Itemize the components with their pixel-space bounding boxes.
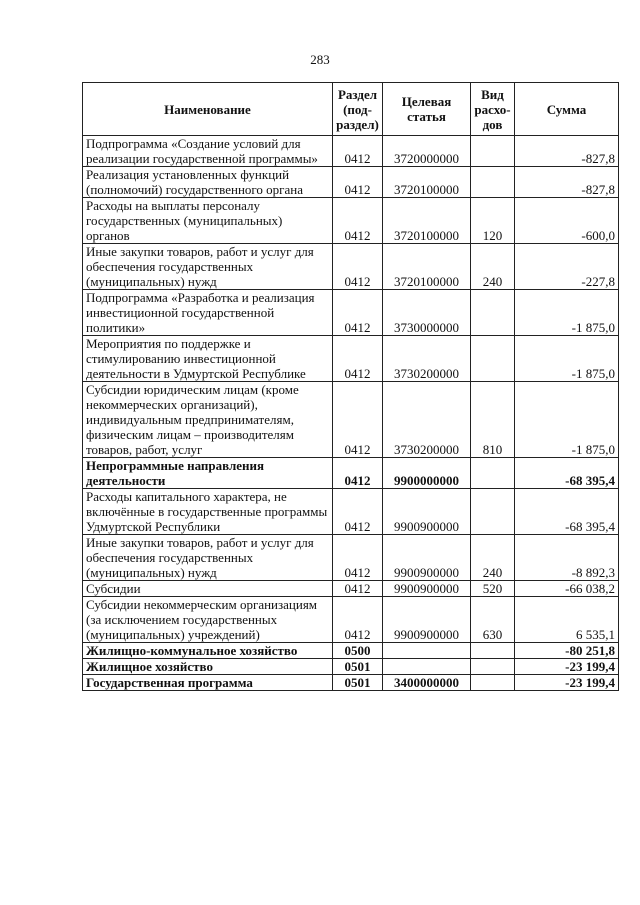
table-row — [83, 659, 619, 675]
row-type — [471, 167, 515, 198]
header-type: Вид расхо-дов — [471, 83, 515, 136]
row-type — [471, 290, 515, 336]
budget-table — [82, 82, 619, 691]
row-sum: -23 199,4 — [515, 659, 619, 675]
table-row — [83, 382, 619, 458]
row-section: 0412 — [333, 458, 383, 489]
row-section: 0412 — [333, 136, 383, 167]
header-section: Раздел (под-раздел) — [333, 83, 383, 136]
row-sum: -827,8 — [515, 167, 619, 198]
row-section: 0412 — [333, 382, 383, 458]
row-target — [383, 643, 471, 659]
row-type: 240 — [471, 535, 515, 581]
row-name: Расходы на выплаты персоналу государственных (муниципальных) органов — [83, 198, 333, 244]
row-name: Расходы капитального характера, не включённые в государственные программы Удмуртской Республики — [83, 489, 333, 535]
row-name: Реализация установленных функций (полномочий) государственного органа — [83, 167, 333, 198]
row-sum: -1 875,0 — [515, 290, 619, 336]
row-sum: -600,0 — [515, 198, 619, 244]
row-sum: 6 535,1 — [515, 597, 619, 643]
table-row — [83, 198, 619, 244]
row-name: Жилищное хозяйство — [83, 659, 333, 675]
row-type: 810 — [471, 382, 515, 458]
row-section: 0501 — [333, 675, 383, 691]
header-sum: Сумма — [515, 83, 619, 136]
row-type — [471, 489, 515, 535]
row-sum: -68 395,4 — [515, 489, 619, 535]
row-section: 0501 — [333, 659, 383, 675]
row-section: 0412 — [333, 290, 383, 336]
row-name: Подпрограмма «Создание условий для реализации государственной программы» — [83, 136, 333, 167]
header-target: Целевая статья — [383, 83, 471, 136]
table-row — [83, 136, 619, 167]
row-target — [383, 659, 471, 675]
row-type: 630 — [471, 597, 515, 643]
row-target: 3720100000 — [383, 167, 471, 198]
row-target: 9900000000 — [383, 458, 471, 489]
row-section: 0412 — [333, 198, 383, 244]
row-type — [471, 675, 515, 691]
table-row — [83, 336, 619, 382]
row-target: 3730200000 — [383, 336, 471, 382]
row-section: 0412 — [333, 597, 383, 643]
row-sum: -227,8 — [515, 244, 619, 290]
table-row — [83, 458, 619, 489]
table-row — [83, 597, 619, 643]
row-type — [471, 458, 515, 489]
row-type — [471, 136, 515, 167]
row-name: Иные закупки товаров, работ и услуг для обеспечения государственных (муниципальных) нужд — [83, 244, 333, 290]
row-name: Иные закупки товаров, работ и услуг для обеспечения государственных (муниципальных) нужд — [83, 535, 333, 581]
row-section: 0412 — [333, 535, 383, 581]
row-target: 9900900000 — [383, 489, 471, 535]
row-type: 240 — [471, 244, 515, 290]
row-target: 3730000000 — [383, 290, 471, 336]
row-sum: -1 875,0 — [515, 336, 619, 382]
row-name: Субсидии — [83, 581, 333, 597]
row-type: 120 — [471, 198, 515, 244]
row-sum: -80 251,8 — [515, 643, 619, 659]
row-name: Мероприятия по поддержке и стимулированию инвестиционной деятельности в Удмуртской Республике — [83, 336, 333, 382]
row-target: 3720000000 — [383, 136, 471, 167]
table-row — [83, 489, 619, 535]
row-target: 3720100000 — [383, 244, 471, 290]
row-section: 0412 — [333, 167, 383, 198]
table-row — [83, 167, 619, 198]
table-row — [83, 290, 619, 336]
row-name: Субсидии юридическим лицам (кроме некоммерческих организаций), индивидуальным предпринимателям, физическим лицам – производителям товаров, работ, услуг — [83, 382, 333, 458]
row-target: 9900900000 — [383, 535, 471, 581]
row-sum: -66 038,2 — [515, 581, 619, 597]
table-row — [83, 581, 619, 597]
table-row — [83, 244, 619, 290]
row-type — [471, 659, 515, 675]
row-sum: -8 892,3 — [515, 535, 619, 581]
row-section: 0412 — [333, 336, 383, 382]
row-sum: -827,8 — [515, 136, 619, 167]
row-section: 0412 — [333, 489, 383, 535]
row-sum: -1 875,0 — [515, 382, 619, 458]
row-name: Жилищно-коммунальное хозяйство — [83, 643, 333, 659]
row-name: Подпрограмма «Разработка и реализация инвестиционной государственной политики» — [83, 290, 333, 336]
row-type: 520 — [471, 581, 515, 597]
row-section: 0412 — [333, 581, 383, 597]
row-name: Субсидии некоммерческим организациям (за исключением государственных (муниципальных) учреждений) — [83, 597, 333, 643]
table-header-row — [83, 83, 619, 136]
row-target: 3400000000 — [383, 675, 471, 691]
row-sum: -23 199,4 — [515, 675, 619, 691]
row-sum: -68 395,4 — [515, 458, 619, 489]
table-row — [83, 643, 619, 659]
row-target: 9900900000 — [383, 597, 471, 643]
row-name: Непрограммные направления деятельности — [83, 458, 333, 489]
row-target: 9900900000 — [383, 581, 471, 597]
row-target: 3720100000 — [383, 198, 471, 244]
page-number: 283 — [310, 52, 330, 67]
row-section: 0500 — [333, 643, 383, 659]
header-name: Наименование — [83, 83, 333, 136]
row-target: 3730200000 — [383, 382, 471, 458]
row-type — [471, 336, 515, 382]
table-row — [83, 675, 619, 691]
row-section: 0412 — [333, 244, 383, 290]
table-row — [83, 535, 619, 581]
row-name: Государственная программа — [83, 675, 333, 691]
row-type — [471, 643, 515, 659]
